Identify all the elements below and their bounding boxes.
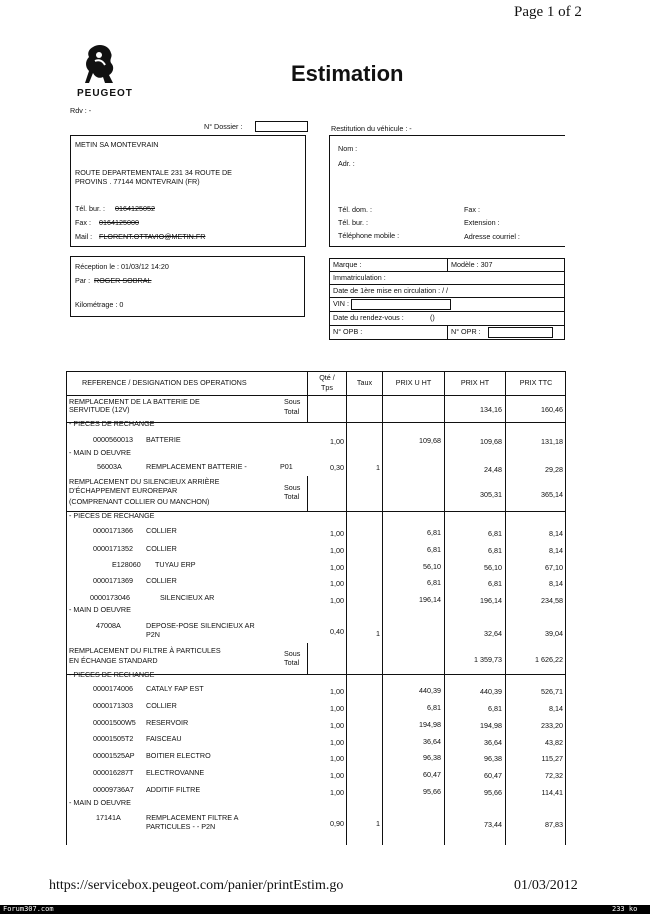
- vehicle-opb: N° OPB :: [333, 327, 363, 336]
- dealer-fax-value: 0164125000: [99, 218, 139, 227]
- item-label: BATTERIE: [146, 435, 181, 444]
- dossier-label: N° Dossier :: [204, 122, 243, 131]
- item-ttc: 43,82: [545, 738, 563, 747]
- item-ht: 36,64: [484, 738, 502, 747]
- col-taux-header: Taux: [356, 378, 373, 387]
- item-pu: 36,64: [423, 737, 441, 746]
- dealer-box: [70, 135, 306, 247]
- item-pu: 6,81: [427, 578, 441, 587]
- item-qte: 0,30: [330, 463, 344, 472]
- footer-url: https://servicebox.peugeot.com/panier/printEstim.go: [49, 878, 344, 893]
- item-qte: 1,00: [330, 687, 344, 696]
- item-qte: 1,00: [330, 529, 344, 538]
- item-qte: 1,00: [330, 721, 344, 730]
- item-ht: 6,81: [488, 579, 502, 588]
- item-ht: 6,81: [488, 704, 502, 713]
- item-ttc: 526,71: [541, 687, 563, 696]
- section-label: - PIECES DE RECHANGE: [69, 511, 155, 520]
- item-ref: 0000560013: [93, 435, 133, 444]
- dealer-mail-value: FLORENT.OTTAVIO@METIN.FR: [99, 232, 206, 241]
- bottom-watermark-bar: [0, 905, 650, 914]
- item-pu: 194,98: [419, 720, 441, 729]
- item-label: FAISCEAU: [146, 734, 182, 743]
- reception-par-value: ROGER SOBRAL: [94, 276, 152, 285]
- item-ht: 32,64: [484, 629, 502, 638]
- client-fax: Fax :: [464, 205, 480, 214]
- item-label-line2: P2N: [146, 630, 160, 639]
- item-ht: 196,14: [480, 596, 502, 605]
- item-ttc: 234,58: [541, 596, 563, 605]
- item-pu: 95,66: [423, 787, 441, 796]
- item-ref: 0000171352: [93, 544, 133, 553]
- col-prix-ht-header: PRIX HT: [460, 378, 490, 387]
- op-title-line3: (COMPRENANT COLLIER OU MANCHON): [69, 497, 210, 506]
- item-ttc: 131,18: [541, 437, 563, 446]
- item-label: TUYAU ERP: [155, 560, 196, 569]
- item-qte: 1,00: [330, 596, 344, 605]
- dealer-tel-value: 0164125052: [115, 204, 155, 213]
- item-label: COLLIER: [146, 544, 177, 553]
- peugeot-logo-text: PEUGEOT: [77, 88, 133, 99]
- item-label: COLLIER: [146, 701, 177, 710]
- item-ht: 6,81: [488, 546, 502, 555]
- item-taux: 1: [376, 629, 380, 638]
- item-ttc: 67,10: [545, 563, 563, 572]
- item-ttc: 39,04: [545, 629, 563, 638]
- item-ref: 000016287T: [93, 768, 134, 777]
- item-ref: 56003A: [97, 462, 122, 471]
- section-label: - MAIN D OEUVRE: [69, 448, 131, 457]
- item-ref: 0000171369: [93, 576, 133, 585]
- section-label: - MAIN D OEUVRE: [69, 605, 131, 614]
- item-extra: P01: [280, 462, 293, 471]
- item-qte: 1,00: [330, 579, 344, 588]
- op-title-line1: REMPLACEMENT DU SILENCIEUX ARRIÈRE: [69, 477, 220, 486]
- col-prix-ttc-header: PRIX TTC: [519, 378, 553, 387]
- op-total-ttc: 365,14: [541, 490, 563, 499]
- item-ttc: 72,32: [545, 771, 563, 780]
- vehicle-marque: Marque :: [333, 260, 362, 269]
- item-qte: 1,00: [330, 754, 344, 763]
- watermark-left: Forum307.com: [3, 905, 54, 913]
- item-qte: 0,40: [330, 627, 344, 636]
- dealer-address-line2: PROVINS . 77144 MONTEVRAIN (FR): [75, 177, 200, 186]
- dealer-address-line1: ROUTE DEPARTEMENTALE 231 34 ROUTE DE: [75, 168, 232, 177]
- client-extension: Extension :: [464, 218, 500, 227]
- total-label: Total: [284, 492, 300, 501]
- peugeot-lion-logo: [79, 43, 123, 89]
- item-pu: 6,81: [427, 703, 441, 712]
- section-label: - PIECES DE RECHANGE: [69, 670, 155, 679]
- client-adr: Adr. :: [338, 159, 355, 168]
- item-qte: 1,00: [330, 546, 344, 555]
- dealer-fax-label: Fax :: [75, 218, 91, 227]
- op-total-ttc: 1 626,22: [535, 655, 563, 664]
- item-ref: 17141A: [96, 813, 121, 822]
- item-label: BOITIER ELECTRO: [146, 751, 211, 760]
- col-designation-header: REFERENCE / DESIGNATION DES OPERATIONS: [82, 378, 247, 387]
- item-ht: 6,81: [488, 529, 502, 538]
- reception-date: Réception le : 01/03/12 14:20: [75, 262, 169, 271]
- item-pu: 196,14: [419, 595, 441, 604]
- item-ht: 24,48: [484, 465, 502, 474]
- item-qte: 1,00: [330, 704, 344, 713]
- restitution-label: Restitution du véhicule : -: [331, 124, 412, 133]
- item-ttc: 29,28: [545, 465, 563, 474]
- item-label: COLLIER: [146, 526, 177, 535]
- item-ref: 0000171366: [93, 526, 133, 535]
- client-nom: Nom :: [338, 144, 358, 153]
- op-total-ttc: 160,46: [541, 405, 563, 414]
- item-label: SILENCIEUX AR: [160, 593, 215, 602]
- item-pu: 56,10: [423, 562, 441, 571]
- item-ttc: 87,83: [545, 820, 563, 829]
- watermark-right: 233 ko: [612, 905, 638, 913]
- client-mobile: Téléphone mobile :: [338, 231, 400, 240]
- op-title-line2: EN ÉCHANGE STANDARD: [69, 656, 158, 665]
- client-tel-dom: Tél. dom. :: [338, 205, 372, 214]
- item-ht: 109,68: [480, 437, 502, 446]
- item-ht: 95,66: [484, 788, 502, 797]
- sous-label: Sous: [284, 649, 301, 658]
- op-total-ht: 134,16: [480, 405, 502, 414]
- item-ht: 60,47: [484, 771, 502, 780]
- vehicle-modele: Modèle : 307: [451, 260, 493, 269]
- vehicle-rdv-paren: (): [430, 313, 435, 322]
- dealer-name: METIN SA MONTEVRAIN: [75, 140, 159, 149]
- col-prix-u-header: PRIX U HT: [395, 378, 432, 387]
- item-ht: 440,39: [480, 687, 502, 696]
- item-ref: 00001505T2: [93, 734, 134, 743]
- item-ttc: 115,27: [541, 754, 563, 763]
- section-label: - PIECES DE RECHANGE: [69, 419, 155, 428]
- item-qte: 1,00: [330, 563, 344, 572]
- item-pu: 109,68: [419, 436, 441, 445]
- sous-label: Sous: [284, 397, 301, 406]
- vehicle-vin: VIN :: [333, 299, 349, 308]
- dossier-field: [255, 121, 308, 132]
- opr-field: [488, 327, 553, 338]
- item-label: COLLIER: [146, 576, 177, 585]
- item-ttc: 114,41: [541, 788, 563, 797]
- item-ref: E128060: [112, 560, 141, 569]
- vehicle-date-mec: Date de 1ère mise en circulation : / /: [333, 286, 449, 295]
- item-ttc: 8,14: [549, 546, 563, 555]
- item-qte: 0,90: [330, 819, 344, 828]
- op-title-line2: SERVITUDE (12V): [69, 405, 130, 414]
- item-ref: 00001525AP: [93, 751, 135, 760]
- item-qte: 1,00: [330, 437, 344, 446]
- item-ref: 0000171303: [93, 701, 133, 710]
- item-label-line1: REMPLACEMENT FILTRE A: [146, 813, 239, 822]
- item-ref: 0000173046: [90, 593, 130, 602]
- item-ttc: 8,14: [549, 579, 563, 588]
- client-tel-bur: Tél. bur. :: [338, 218, 368, 227]
- item-label-line2: PARTICULES - - P2N: [146, 822, 216, 831]
- vehicle-rdv-date: Date du rendez-vous :: [333, 313, 404, 322]
- item-pu: 60,47: [423, 770, 441, 779]
- op-title-line1: REMPLACEMENT DU FILTRE À PARTICULES: [69, 646, 221, 655]
- item-label-line1: DEPOSE-POSE SILENCIEUX AR: [146, 621, 255, 630]
- item-qte: 1,00: [330, 738, 344, 747]
- footer-date: 01/03/2012: [514, 878, 578, 893]
- item-ht: 56,10: [484, 563, 502, 572]
- item-pu: 440,39: [419, 686, 441, 695]
- item-ht: 96,38: [484, 754, 502, 763]
- sous-label: Sous: [284, 483, 301, 492]
- item-ttc: 8,14: [549, 529, 563, 538]
- item-qte: 1,00: [330, 788, 344, 797]
- item-pu: 6,81: [427, 528, 441, 537]
- item-taux: 1: [376, 463, 380, 472]
- item-taux: 1: [376, 819, 380, 828]
- col-qte-header-line1: Qté /: [319, 373, 335, 382]
- total-label: Total: [284, 407, 300, 416]
- section-label: - MAIN D OEUVRE: [69, 798, 131, 807]
- item-pu: 6,81: [427, 545, 441, 554]
- item-ttc: 233,20: [541, 721, 563, 730]
- item-ref: 00001500W5: [93, 718, 136, 727]
- client-email: Adresse courriel :: [464, 232, 520, 241]
- item-ht: 73,44: [484, 820, 502, 829]
- rdv-label: Rdv : -: [70, 106, 92, 115]
- page-title: Estimation: [291, 61, 404, 86]
- page-number: Page 1 of 2: [514, 4, 582, 20]
- col-qte-header-line2: Tps: [321, 383, 333, 392]
- item-label: REMPLACEMENT BATTERIE -: [146, 462, 247, 471]
- op-total-ht: 1 359,73: [474, 655, 502, 664]
- vehicle-immat: Immatriculation :: [333, 273, 386, 282]
- op-title-line2: D'ÉCHAPPEMENT EUROREPAR: [69, 486, 178, 495]
- item-label: ELECTROVANNE: [146, 768, 205, 777]
- reception-par-label: Par :: [75, 276, 91, 285]
- op-title-line1: REMPLACEMENT DE LA BATTERIE DE: [69, 397, 200, 406]
- item-label: CATALY FAP EST: [146, 684, 204, 693]
- item-label: ADDITIF FILTRE: [146, 785, 201, 794]
- item-ref: 0000174006: [93, 684, 133, 693]
- dealer-mail-label: Mail :: [75, 232, 93, 241]
- item-qte: 1,00: [330, 771, 344, 780]
- item-ref: 47008A: [96, 621, 121, 630]
- total-label: Total: [284, 658, 300, 667]
- item-ttc: 8,14: [549, 704, 563, 713]
- reception-km: Kilométrage : 0: [75, 300, 124, 309]
- vin-field: [351, 299, 451, 310]
- op-total-ht: 305,31: [480, 490, 502, 499]
- item-ht: 194,98: [480, 721, 502, 730]
- item-ref: 00009736A7: [93, 785, 134, 794]
- dealer-tel-label: Tél. bur. :: [75, 204, 105, 213]
- item-label: RESERVOIR: [146, 718, 189, 727]
- item-pu: 96,38: [423, 753, 441, 762]
- vehicle-opr: N° OPR :: [451, 327, 481, 336]
